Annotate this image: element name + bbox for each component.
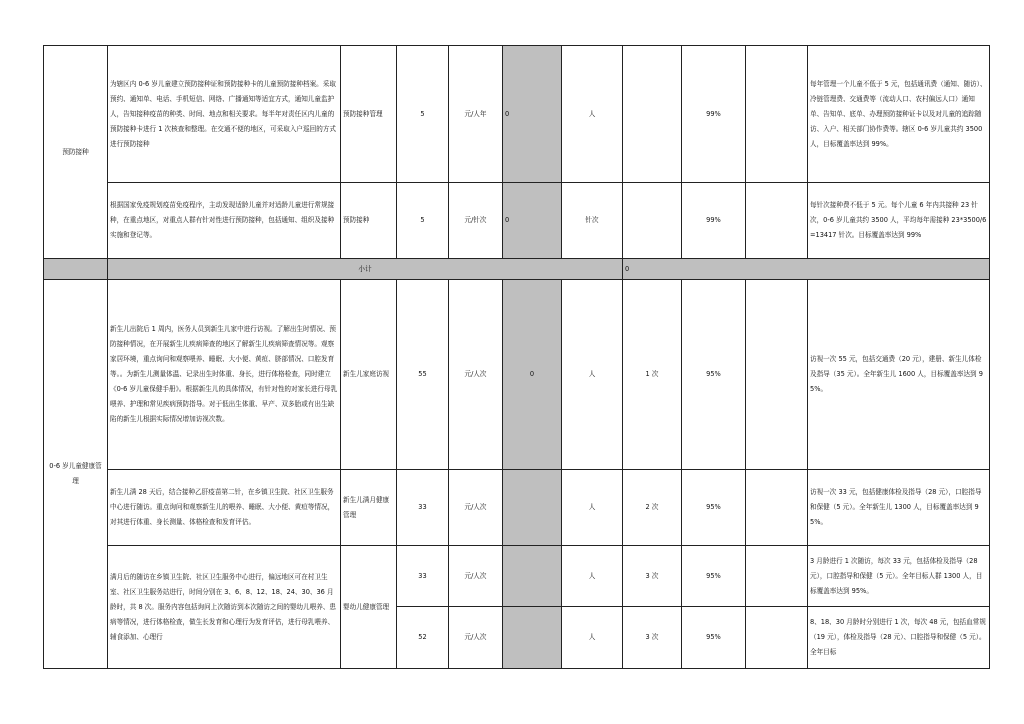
remark-cell: 8、18、30 月龄时分别进行 1 次，每次 48 元，包括血常规（19 元），体检及指导（28 元）、口腔指导和保健（5 元）。全年目标 (808, 607, 990, 669)
price-cell: 52 (397, 607, 449, 669)
description-cell: 根据国家免疫规划疫苗免疫程序，主动发现适龄儿童并对适龄儿童进行常规接种，在重点地区，对重点人群有针对性进行预防接种，包括通知、组织及接种实施和登记等。 (108, 183, 341, 259)
gray-cell (503, 546, 562, 607)
frequency-cell: 1 次 (623, 280, 682, 470)
table-row (44, 183, 990, 259)
description-cell: 为辖区内 0-6 岁儿童建立预防接种证和预防接种卡的儿童预防接种档案。采取预约、通知单、电话、手机短信、网络、广播通知等适宜方式，通知儿童监护人，告知接种疫苗的种类、时间、地点和相关要求。每半年对责任区内儿童的预防接种卡进行 1 次核查和整理。在交通不便的地区，可采取入户巡回的方式进行预防接种 (108, 46, 341, 183)
item-cell: 婴幼儿健康管理 (341, 546, 397, 669)
frequency-cell: 3 次 (623, 546, 682, 607)
coverage-rate-cell: 95% (682, 470, 746, 546)
blank-cell (746, 46, 808, 183)
blank-cell (746, 607, 808, 669)
coverage-rate-cell: 99% (682, 183, 746, 259)
gray-cell: 0 (503, 183, 562, 259)
quantity-unit-cell: 针次 (562, 183, 623, 259)
description-cell: 新生儿满 28 天后，结合接种乙肝疫苗第二针，在乡镇卫生院、社区卫生服务中心进行随访。重点询问和观察新生儿的喂养、睡眠、大小便、黄疸等情况，对其进行体重、身长测量、体格检查和发育评估。 (108, 470, 341, 546)
coverage-rate-cell: 95% (682, 546, 746, 607)
gray-cell: 0 (503, 280, 562, 470)
price-cell: 55 (397, 280, 449, 470)
description-cell: 满月后的随访在乡镇卫生院、社区卫生服务中心进行，偏远地区可在村卫生室、社区卫生服务站进行，时间分别在 3、6、8、12、18、24、30、36 月龄时，共 8 次。服务内容包括询问上次随访到本次随访之间的婴幼儿喂养、患病等情况，进行体格检查，做生长发育和心理行为发育评估，进行母乳喂养、辅食添加、心理行 (108, 546, 341, 669)
quantity-unit-cell: 人 (562, 46, 623, 183)
item-cell: 新生儿满月健康管理 (341, 470, 397, 546)
service-table (43, 45, 990, 669)
unit-cell: 元/人年 (449, 46, 503, 183)
quantity-unit-cell: 人 (562, 280, 623, 470)
table-row (44, 546, 990, 607)
price-cell: 33 (397, 470, 449, 546)
blank-cell (746, 280, 808, 470)
unit-cell: 元/针次 (449, 183, 503, 259)
blank-cell (746, 546, 808, 607)
coverage-rate-cell: 95% (682, 280, 746, 470)
table-row (44, 46, 990, 183)
remark-cell: 每年管理一个儿童不低于 5 元，包括通讯费（通知、随访）、冷链管理费、交通费等（流动人口、农村偏远人口）通知单、告知单、底单、办理预防接种证卡以及对儿童的追踪随访、入户、相关部门协作费等。辖区 0-6 岁儿童共约 3500 人，目标覆盖率达到 99%。 (808, 46, 990, 183)
quantity-unit-cell: 人 (562, 607, 623, 669)
frequency-cell (623, 183, 682, 259)
unit-cell: 元/人次 (449, 470, 503, 546)
quantity-unit-cell: 人 (562, 470, 623, 546)
coverage-rate-cell: 99% (682, 46, 746, 183)
frequency-cell (623, 46, 682, 183)
unit-cell: 元/人次 (449, 607, 503, 669)
price-cell: 5 (397, 183, 449, 259)
blank-cell (746, 183, 808, 259)
frequency-cell: 3 次 (623, 607, 682, 669)
gray-cell (503, 607, 562, 669)
subtotal-row (44, 259, 990, 280)
price-cell: 33 (397, 546, 449, 607)
gray-cell (503, 470, 562, 546)
price-cell: 5 (397, 46, 449, 183)
category-cell: 预防接种 (44, 46, 108, 259)
remark-cell: 访视一次 33 元，包括健康体检及指导（28 元），口腔指导和保健（5 元）。全年新生儿 1300 人，目标覆盖率达到 95%。 (808, 470, 990, 546)
category-cell: 0-6 岁儿童健康管理 (44, 280, 108, 669)
coverage-rate-cell: 95% (682, 607, 746, 669)
frequency-cell: 2 次 (623, 470, 682, 546)
item-cell: 预防接种管理 (341, 46, 397, 183)
unit-cell: 元/人次 (449, 546, 503, 607)
quantity-unit-cell: 人 (562, 546, 623, 607)
table-row (44, 280, 990, 470)
gray-cell: 0 (503, 46, 562, 183)
subtotal-label: 小计 (108, 259, 623, 280)
table-row (44, 470, 990, 546)
item-cell: 新生儿家庭访视 (341, 280, 397, 470)
subtotal-value: 0 (623, 259, 990, 280)
unit-cell: 元/人次 (449, 280, 503, 470)
blank-cell (746, 470, 808, 546)
description-cell: 新生儿出院后 1 周内，医务人员到新生儿家中进行访视。了解出生时情况、预防接种情况，在开展新生儿疾病筛查的地区了解新生儿疾病筛查情况等。观察家居环境，重点询问和观察喂养、睡眠、大小便、黄疸、脐部情况、口腔发育等。。为新生儿测量体温、记录出生时体重、身长，进行体格检查，同时建立《0-6 岁儿童保健手册》。根据新生儿的具体情况，有针对性的对家长进行母乳喂养、护理和常见疾病预防指导。对于低出生体重、早产、双多胎或有出生缺陷的新生儿根据实际情况增加访视次数。 (108, 280, 341, 470)
remark-cell: 访视一次 55 元，包括交通费（20 元），建册、新生儿体检及指导（35 元）。全年新生儿 1600 人，目标覆盖率达到 95%。 (808, 280, 990, 470)
remark-cell: 每针次接种费不低于 5 元。每个儿童 6 年内共接种 23 针次，0-6 岁儿童共约 3500 人，平均每年需接种 23*3500/6=13417 针次。目标覆盖率达到 99% (808, 183, 990, 259)
subtotal-category-cell (44, 259, 108, 280)
item-cell: 预防接种 (341, 183, 397, 259)
remark-cell: 3 月龄进行 1 次随访，每次 33 元，包括体检及指导（28 元），口腔指导和保健（5 元）。全年目标人群 1300 人，目标覆盖率达到 95%。 (808, 546, 990, 607)
